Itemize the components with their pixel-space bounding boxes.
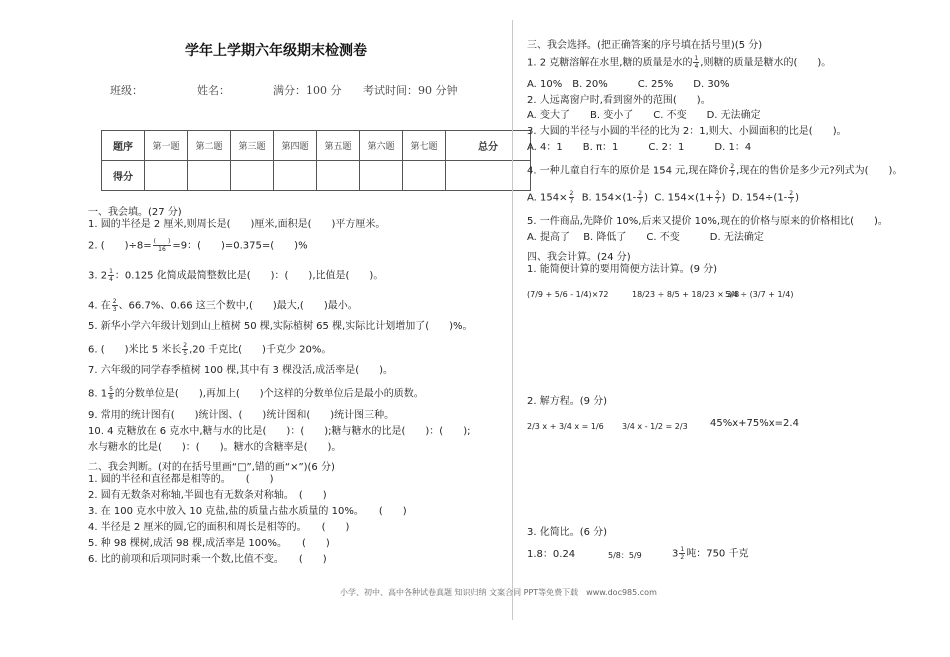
score-cell[interactable] (360, 161, 403, 191)
denominator: 2 (680, 554, 685, 561)
fraction (108, 268, 114, 283)
q4-part-b: 、66.7%、0.66 这三个数中,( )最大,( )最小。 (118, 300, 358, 312)
question-fill-10-line-1: 10. 4 克糖放在 6 克水中,糖与水的比是( )：( );糖与糖水的比是( )：( ); (88, 426, 471, 437)
closing-paren: ) (721, 192, 726, 204)
choice-options-4 (527, 190, 799, 205)
numerator: 1 (680, 546, 685, 553)
exam-time: 考试时间：90 分钟 (363, 84, 458, 97)
calc-2-equation-3: 45%x+75%x=2.4 (710, 418, 799, 429)
numerator: 2 (183, 342, 188, 349)
question-fill-6 (88, 342, 331, 357)
calc-3-ratio-1: 1.8：0.24 (527, 549, 576, 560)
numerator: 1 (694, 55, 699, 62)
score-table-header-row (102, 131, 531, 161)
q2-part-a: 2. ( )÷8= (88, 240, 152, 252)
choice-options-3: A. 4：1 B. π：1 C. 2：1 D. 1：4 (527, 142, 752, 153)
calc-3-ratio-3-whole: 3 (672, 548, 679, 560)
score-cell[interactable] (403, 161, 446, 191)
score-table-score-row (102, 161, 531, 191)
numerator: ( ) (153, 238, 171, 245)
judge-question-3: 3. 在 100 克水中放入 10 克盐,盐的质量占盐水质量的 10%。 ( ) (88, 506, 407, 517)
calc-1-expression-3: 5/4 ÷ (3/7 + 1/4) (725, 290, 794, 299)
calc-3-ratio-3-rest: 吨：750 千克 (686, 548, 749, 560)
choice-question-2: 2. 人远离窗户时,看到窗外的范围( )。 (527, 95, 711, 106)
choice-question-5: 5. 一件商品,先降价 10%,后来又提价 10%,现在的价格与原来的价格相比( )。 (527, 216, 888, 227)
fraction (693, 55, 699, 70)
question-fill-3 (88, 268, 383, 283)
numerator: 2 (715, 190, 720, 197)
choice-question-1 (527, 55, 831, 70)
c1-part-a: 1. 2 克糖溶解在水里,糖的质量是水的 (527, 57, 693, 69)
calc-2-equation-2: 3/4 x - 1/2 = 2/3 (622, 422, 688, 431)
choice-options-2: A. 变大了 B. 变小了 C. 不变 D. 无法确定 (527, 110, 761, 121)
score-table-header-cell: 第六题 (360, 131, 403, 161)
fraction (112, 298, 118, 313)
judge-question-6: 6. 比的前项和后项同时乘一个数,比值不变。 ( ) (88, 554, 327, 565)
score-table-header-cell: 总分 (446, 131, 531, 161)
denominator: 7 (569, 198, 574, 205)
section-3-title: 三、我会选择。(把正确答案的序号填在括号里)(5 分) (527, 40, 763, 51)
calc-3-ratio-3 (672, 546, 748, 561)
q3-part-b: ：0.125 化简成最简整数比是( )：( ),比值是( )。 (114, 270, 384, 282)
score-cell-total[interactable] (446, 161, 531, 191)
calc-1-title: 1. 能简便计算的要用简便方法计算。(9 分) (527, 264, 718, 275)
calc-1-expression-2: 18/23 ÷ 8/5 + 18/23 × 3/8 (632, 290, 740, 299)
choice-options-5: A. 提高了 B. 降低了 C. 不变 D. 无法确定 (527, 232, 764, 243)
q2-part-b: =9：( )=0.375=( )% (172, 240, 308, 252)
c4-option-c: C. 154×(1+ (654, 192, 714, 204)
footer-text: 小学、初中、高中各种试卷真题 知识归纳 文案合同 PPT等免费下载 www.doc985.com (340, 588, 657, 597)
fraction (729, 163, 735, 178)
section-2-title: 二、我会判断。(对的在括号里画“□”,错的画“×”)(6 分) (88, 462, 335, 473)
fraction (108, 386, 114, 401)
denominator: 8 (109, 394, 113, 401)
judge-question-5: 5. 种 98 棵树,成活 98 棵,成活率是 100%。 ( ) (88, 538, 330, 549)
denominator: 5 (183, 350, 188, 357)
score-table-header-cell: 第三题 (231, 131, 274, 161)
question-fill-5: 5. 新华小学六年级计划到山上植树 50 棵,实际植树 65 棵,实际比计划增加了( )%。 (88, 321, 473, 332)
calc-2-equation-1: 2/3 x + 3/4 x = 1/6 (527, 422, 604, 431)
denominator: 7 (789, 198, 794, 205)
score-table-header-cell: 第一题 (145, 131, 188, 161)
class-label: 班级： (110, 84, 143, 97)
c4-option-d: D. 154÷(1- (731, 192, 788, 204)
score-table-header-cell: 第四题 (274, 131, 317, 161)
score-cell[interactable] (231, 161, 274, 191)
numerator: 1 (109, 268, 113, 275)
calc-3-title: 3. 化简比。(6 分) (527, 527, 608, 538)
numerator: 2 (638, 190, 643, 197)
judge-question-4: 4. 半径是 2 厘米的圆,它的面积和周长是相等的。 ( ) (88, 522, 350, 533)
section-4-title: 四、我会计算。(24 分) (527, 252, 631, 263)
q6-part-b: ,20 千克比( )千克少 20%。 (189, 344, 332, 356)
c4-part-a: 4. 一种儿童自行车的原价是 154 元,现在降价 (527, 165, 729, 177)
denominator: 7 (730, 171, 735, 178)
judge-question-1: 1. 圆的半径和直径都是相等的。 ( ) (88, 474, 274, 485)
c4-option-b: B. 154×(1- (581, 192, 637, 204)
full-score: 满分：100 分 (273, 84, 342, 97)
choice-options-1: A. 10% B. 20% C. 25% D. 30% (527, 79, 730, 90)
question-fill-1: 1. 圆的半径是 2 厘米,则周长是( )厘米,面积是( )平方厘米。 (88, 219, 386, 230)
c4-part-b: ,现在的售价是多少元?列式为( )。 (736, 165, 903, 177)
q8-part-a: 8. 1 (88, 388, 108, 400)
calc-3-ratio-2: 5/8：5/9 (608, 551, 642, 560)
fraction (637, 190, 643, 205)
denominator: 3 (112, 306, 117, 313)
q3-part-a: 3. 2 (88, 270, 108, 282)
fraction (153, 238, 172, 253)
name-label: 姓名： (197, 84, 230, 97)
q6-part-a: 6. ( )米比 5 米长 (88, 344, 182, 356)
denominator: 7 (638, 198, 643, 205)
score-cell[interactable] (188, 161, 231, 191)
numerator: 2 (569, 190, 574, 197)
numerator: 5 (109, 386, 113, 393)
fraction (679, 546, 685, 561)
question-fill-2 (88, 238, 308, 253)
question-fill-7: 7. 六年级的同学春季植树 100 棵,其中有 3 棵没活,成活率是( )。 (88, 365, 394, 376)
question-fill-10-line-2: 水与糖水的比是( )：( )。糖水的含糖率是( )。 (88, 442, 342, 453)
denominator: 4 (109, 276, 113, 283)
question-fill-9: 9. 常用的统计图有( )统计图、( )统计图和( )统计图三种。 (88, 410, 395, 421)
score-table-header-cell: 第五题 (317, 131, 360, 161)
score-cell[interactable] (145, 161, 188, 191)
calc-1-expression-1: (7/9 + 5/6 - 1/4)×72 (527, 290, 609, 299)
score-table-header-cell: 第二题 (188, 131, 231, 161)
closing-paren: ) (795, 192, 800, 204)
score-cell[interactable] (317, 161, 360, 191)
choice-question-4 (527, 163, 902, 178)
judge-question-2: 2. 圆有无数条对称轴,半圆也有无数条对称轴。 ( ) (88, 490, 327, 501)
c1-part-b: ,则糖的质量是糖水的( )。 (700, 57, 832, 69)
score-table-header-cell: 题序 (102, 131, 145, 161)
closing-paren: ) (644, 192, 648, 204)
denominator: 4 (694, 63, 699, 70)
column-divider (512, 20, 513, 620)
fraction (182, 342, 188, 357)
denominator: 16 (158, 246, 166, 253)
score-table (101, 130, 531, 191)
denominator: 7 (715, 198, 720, 205)
score-label: 得分 (102, 161, 145, 191)
q8-part-b: 的分数单位是( ),再加上( )个这样的分数单位后是最小的质数。 (114, 388, 424, 400)
q4-part-a: 4. 在 (88, 300, 111, 312)
numerator: 2 (789, 190, 794, 197)
question-fill-4 (88, 298, 358, 313)
choice-question-3: 3. 大圆的半径与小圆的半径的比为 2：1,则大、小圆面积的比是( )。 (527, 126, 847, 137)
question-fill-8 (88, 386, 424, 401)
score-cell[interactable] (274, 161, 317, 191)
calc-2-title: 2. 解方程。(9 分) (527, 396, 608, 407)
numerator: 2 (730, 163, 735, 170)
fraction (569, 190, 575, 205)
c4-option-a: A. 154× (527, 192, 568, 204)
numerator: 2 (112, 298, 117, 305)
score-table-header-cell: 第七题 (403, 131, 446, 161)
fraction (715, 190, 721, 205)
section-1-title: 一、我会填。(27 分) (88, 207, 182, 218)
page-title: 学年上学期六年级期末检测卷 (185, 43, 367, 59)
fraction (788, 190, 794, 205)
